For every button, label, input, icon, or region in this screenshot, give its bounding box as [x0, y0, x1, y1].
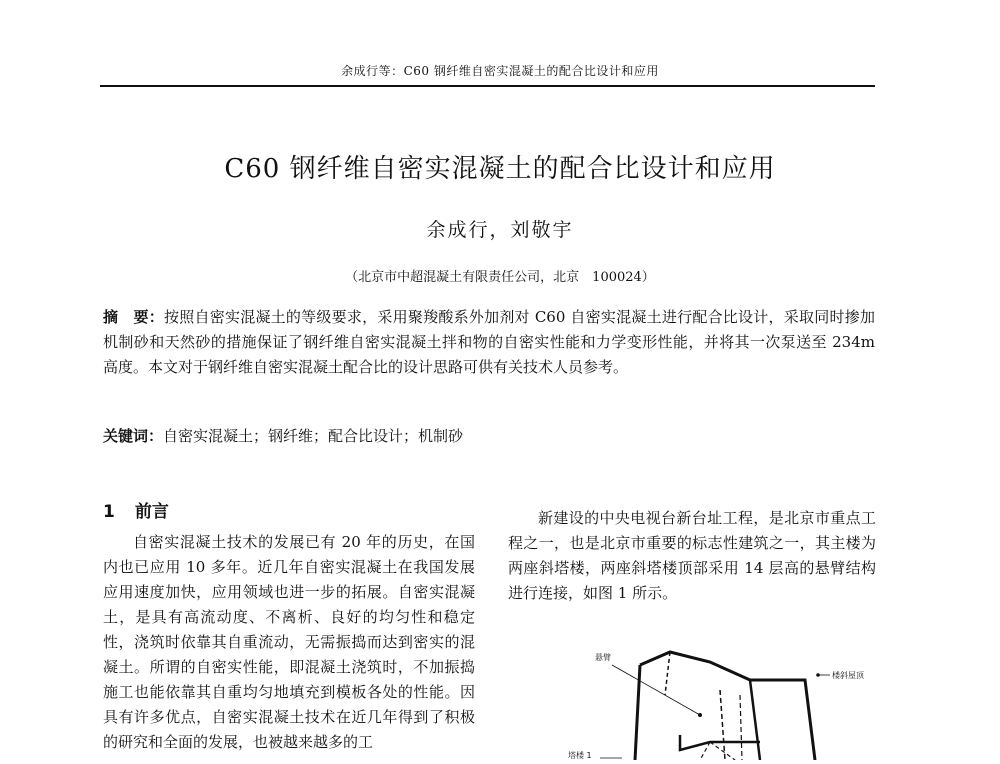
tower-inner-edge — [750, 680, 760, 760]
keywords-label: 关键词： — [103, 427, 164, 445]
abstract-label: 摘 要： — [103, 308, 164, 326]
section-number: 1 — [103, 502, 115, 522]
keywords — [103, 425, 875, 447]
right-column — [508, 506, 876, 606]
paper-authors: 余成行，刘敬宇 — [426, 219, 574, 241]
label-tower: 塔楼 1 — [568, 751, 592, 760]
keywords-text: 自密实混凝土；钢纤维；配合比设计；机制砂 — [163, 427, 464, 445]
intro-paragraph: 自密实混凝土技术的发展已有 20 年的历史，在国内也已应用 10 多年。近几年自密实混凝土在我国发展应用速度加快，应用领域也进一步的拓展。自密实混凝土，是具有高流动度、不离析、良好的均匀性和稳定性，浇筑时依靠其自重流动，无需振捣而达到密实的混凝土。所谓的自密实性能，即混凝土浇筑时，不加振捣施工也能依靠其自重均匀地填充到模板各处的性能。因具有许多优点，自密实混凝土技术在近几年得到了积极的研究和全面的发展，也被越来越多的工 — [103, 533, 475, 751]
section-title: 前言 — [134, 502, 169, 522]
abstract — [103, 305, 875, 380]
leader-cantilever — [612, 665, 700, 715]
building-outline — [640, 652, 815, 760]
leader-roof-dot — [816, 673, 820, 677]
figure-1 — [560, 640, 890, 760]
running-header: 余成行等：C60 钢纤维自密实混凝土的配合比设计和应用 — [341, 64, 659, 78]
paper-title: C60 钢纤维自密实混凝土的配合比设计和应用 — [224, 154, 776, 184]
project-paragraph: 新建设的中央电视台新台址工程，是北京市重点工程之一，也是北京市重要的标志性建筑之一，其主楼为两座斜塔楼，两座斜塔楼顶部采用 14 层高的悬臂结构进行连接，如图 1 所示。 — [508, 509, 876, 602]
hidden-edge — [665, 652, 670, 695]
left-column — [103, 530, 475, 755]
lower-block — [680, 735, 760, 750]
hidden-edge-3 — [740, 695, 742, 760]
paper-affiliation: （北京市中超混凝土有限责任公司，北京 100024） — [345, 270, 655, 285]
label-roof: 楼斜屋顶 — [832, 671, 864, 680]
label-cantilever: 悬臂 — [595, 653, 611, 662]
hidden-edge-5 — [710, 742, 735, 760]
abstract-text: 按照自密实混凝土的等级要求，采用聚羧酸系外加剂对 C60 自密实混凝土进行配合比设计，采取同时掺加机制砂和天然砂的措施保证了钢纤维自密实混凝土拌和物的自密实性能和力学变形性能，并将其一次泵送至 234m 高度。本文对于钢纤维自密实混凝土配合比的设计思路可供有关技术人员参考。 — [103, 308, 875, 376]
header-rule — [100, 85, 875, 87]
section-heading — [103, 497, 169, 522]
building-diagram — [560, 640, 890, 760]
hidden-edge-2 — [720, 690, 725, 760]
leader-dot — [698, 713, 702, 717]
